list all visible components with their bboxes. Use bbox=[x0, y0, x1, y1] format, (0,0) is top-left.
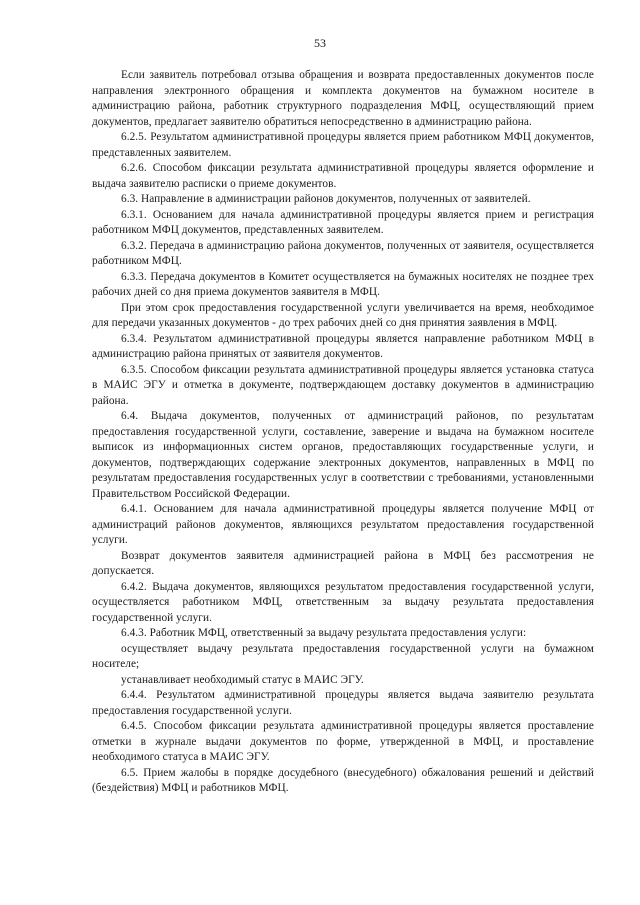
paragraph: 6.4.5. Способом фиксации результата административной процедуры является проставление отметки в журнале выдачи документов по форме, утвержденной в МФЦ, и проставление необходимого статуса в МАИС ЭГУ. bbox=[92, 720, 594, 763]
paragraph: 6.3. Направление в администрации районов документов, полученных от заявителей. bbox=[121, 193, 531, 205]
paragraph: 6.3.1. Основанием для начала административной процедуры является прием и регистрация работником МФЦ документов, представленных заявителем. bbox=[92, 208, 594, 236]
paragraph: 6.4.2. Выдача документов, являющихся результатом предоставления государственной услуги, осуществляется работником МФЦ, ответственным за выдачу результата предоставления государственной услуги. bbox=[92, 580, 594, 624]
paragraph: 6.5. Прием жалобы в порядке досудебного (внесудебного) обжалования решений и действий (бездействия) МФЦ и работников МФЦ. bbox=[92, 766, 594, 794]
paragraph: устанавливает необходимый статус в МАИС ЭГУ. bbox=[121, 673, 364, 686]
paragraph: 6.4.4. Результатом административной процедуры является выдача заявителю результата предоставления государственной услуги. bbox=[92, 689, 594, 717]
paragraph: 6.2.5. Результатом административной процедуры является прием работником МФЦ документов, представленных заявителем. bbox=[92, 131, 594, 159]
paragraph: При этом срок предоставления государственной услуги увеличивается на время, необходимое для передачи указанных документов - до трех рабочих дней со дня принятия заявления в МФЦ. bbox=[92, 301, 594, 329]
paragraph: 6.2.6. Способом фиксации результата административной процедуры является оформление и выдача заявителю расписки о приеме документов. bbox=[92, 162, 594, 190]
document-body bbox=[92, 68, 594, 797]
page-number: 53 bbox=[314, 36, 326, 50]
paragraph: 6.4.3. Работник МФЦ, ответственный за выдачу результата предоставления услуги: bbox=[121, 627, 527, 639]
paragraph: осуществляет выдачу результата предоставления государственной услуги на бумажном носителе; bbox=[92, 642, 594, 670]
paragraph: 6.3.2. Передача в администрацию района документов, полученных от заявителя, осуществляется работником МФЦ. bbox=[92, 239, 594, 267]
paragraph: 6.3.5. Способом фиксации результата административной процедуры является установка статуса в МАИС ЭГУ и отметка в документе, подтверждающем доставку документов в администрацию района. bbox=[92, 363, 594, 407]
paragraph: 6.4. Выдача документов, полученных от администраций районов, по результатам предоставления государственной услуги, составление, заверение и выдача на бумажном носителе выписок из информационных систем органов, предоставляющих государственные услуги, и документов, подтверждающих содержание электронных документов, направленных в МФЦ по результатам предоставления государственных услуг в соответствии с требованиями, установленными Правительством Российской Федерации. bbox=[92, 410, 594, 500]
paragraph: Возврат документов заявителя администрацией района в МФЦ без рассмотрения не допускается. bbox=[92, 549, 594, 577]
paragraph: 6.3.4. Результатом административной процедуры является направление работником МФЦ в администрацию района принятых от заявителя документов. bbox=[92, 332, 594, 360]
paragraph: 6.4.1. Основанием для начала административной процедуры является получение МФЦ от администраций районов документов, являющихся результатом предоставления государственной услуги. bbox=[92, 503, 594, 546]
paragraph: 6.3.3. Передача документов в Комитет осуществляется на бумажных носителях не позднее трех рабочих дней со дня приема документов заявителя в МФЦ. bbox=[92, 270, 594, 298]
paragraph: Если заявитель потребовал отзыва обращения и возврата предоставленных документов после направления электронного обращения и комплекта документов на бумажном носителе в администрацию района, работник структурного подразделения МФЦ, осуществляющий прием документов, предлагает заявителю обратиться непосредственно в администрацию района. bbox=[92, 69, 594, 128]
